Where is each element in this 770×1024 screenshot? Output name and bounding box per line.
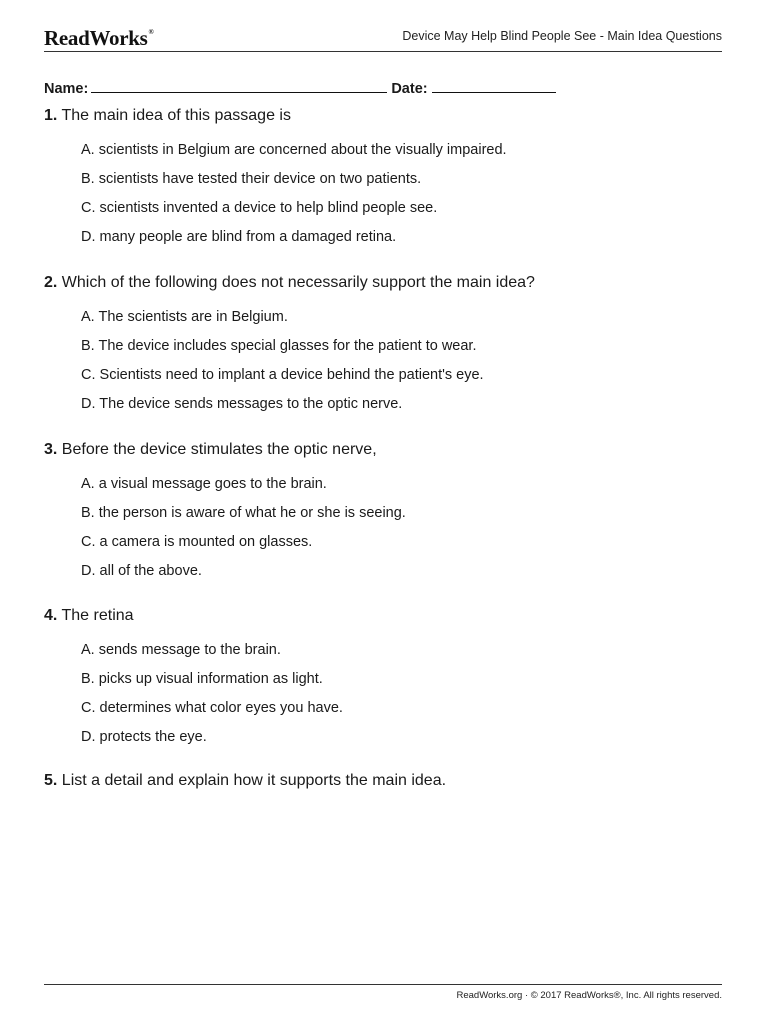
- answer-choices: [81, 641, 761, 757]
- answer-choices: [81, 141, 761, 257]
- question-number: 5.: [44, 772, 58, 789]
- answer-choice[interactable]: D. all of the above.: [81, 563, 202, 579]
- logo-trademark: ®: [148, 28, 154, 36]
- question-number: 3.: [44, 441, 58, 458]
- answer-choice[interactable]: C. a camera is mounted on glasses.: [81, 534, 313, 550]
- answer-choice[interactable]: D. protects the eye.: [81, 729, 207, 745]
- question-1: [44, 106, 724, 257]
- question-text: The retina: [61, 607, 134, 624]
- answer-choices: [81, 308, 761, 424]
- answer-choice[interactable]: A. sends message to the brain.: [81, 642, 281, 658]
- name-label: Name:: [44, 81, 89, 97]
- question-4: [44, 606, 724, 757]
- answer-choice[interactable]: C. determines what color eyes you have.: [81, 700, 343, 716]
- date-label: Date:: [391, 81, 428, 97]
- question-text: List a detail and explain how it supports the main idea.: [61, 772, 447, 789]
- answer-choice[interactable]: C. Scientists need to implant a device behind the patient's eye.: [81, 367, 484, 383]
- name-date-line: [44, 78, 556, 97]
- document-title: Device May Help Blind People See - Main Idea Questions: [402, 29, 722, 43]
- answer-choice[interactable]: B. scientists have tested their device on two patients.: [81, 171, 422, 187]
- question-stem: [44, 106, 724, 126]
- question-number: 4.: [44, 607, 58, 624]
- question-number: 1.: [44, 107, 58, 124]
- answer-choice[interactable]: D. many people are blind from a damaged retina.: [81, 229, 397, 245]
- question-2: [44, 273, 724, 424]
- page-header: [44, 24, 722, 50]
- answer-choices: [81, 475, 761, 591]
- answer-choice[interactable]: B. The device includes special glasses for the patient to wear.: [81, 338, 477, 354]
- answer-choice[interactable]: A. a visual message goes to the brain.: [81, 476, 327, 492]
- question-stem: [44, 606, 724, 626]
- answer-choice[interactable]: A. scientists in Belgium are concerned about the visually impaired.: [81, 142, 507, 158]
- readworks-logo: [44, 26, 153, 51]
- question-stem: [44, 273, 724, 293]
- question-3: [44, 440, 724, 591]
- answer-choice[interactable]: A. The scientists are in Belgium.: [81, 309, 288, 325]
- date-field[interactable]: [432, 78, 556, 93]
- name-field[interactable]: [91, 78, 387, 93]
- logo-text: ReadWorks: [44, 26, 148, 50]
- answer-choice[interactable]: B. the person is aware of what he or she is seeing.: [81, 505, 406, 521]
- question-text: Before the device stimulates the optic nerve,: [61, 441, 377, 458]
- question-text: Which of the following does not necessarily support the main idea?: [61, 274, 535, 291]
- question-stem: [44, 440, 724, 460]
- question-number: 2.: [44, 274, 58, 291]
- question-text: The main idea of this passage is: [61, 107, 291, 124]
- copyright-footer: ReadWorks.org · © 2017 ReadWorks®, Inc. All rights reserved.: [456, 990, 722, 1001]
- question-stem: [44, 771, 724, 791]
- header-divider: [44, 51, 722, 52]
- answer-choice[interactable]: D. The device sends messages to the optic nerve.: [81, 396, 403, 412]
- answer-choice[interactable]: B. picks up visual information as light.: [81, 671, 323, 687]
- footer-divider: [44, 984, 722, 985]
- question-5: [44, 771, 724, 791]
- answer-choice[interactable]: C. scientists invented a device to help blind people see.: [81, 200, 438, 216]
